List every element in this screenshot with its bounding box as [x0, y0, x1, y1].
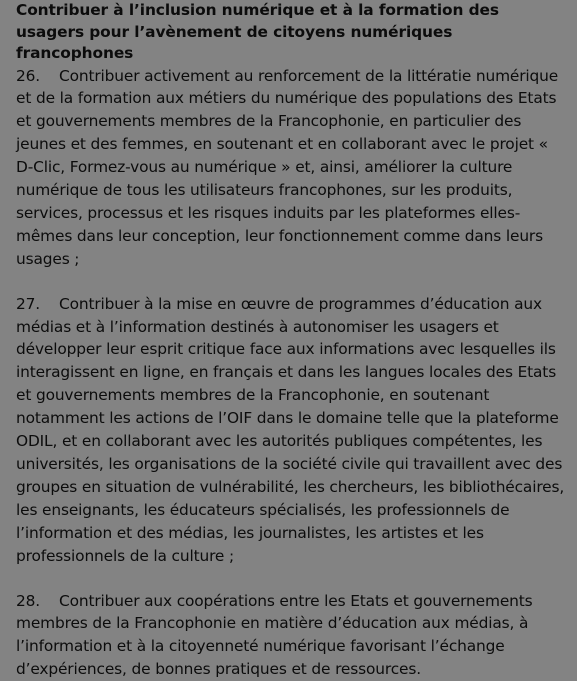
- paragraph-28: [16, 590, 569, 681]
- paragraph-number: 26.: [16, 66, 41, 85]
- paragraph-number: 28.: [16, 591, 41, 610]
- section-heading: Contribuer à l’inclusion numérique et à la formation des usagers pour l’avènement de citoyens numériques francophones: [16, 1, 499, 62]
- paragraph-text: Contribuer aux coopérations entre les Etats et gouvernements membres de la Francophonie en matière d’éducation aux médias, à l’information et à la citoyenneté numérique favorisant l’échange d’expériences, de bonnes pratiques et de ressources.: [16, 591, 533, 679]
- paragraph-26: [16, 65, 569, 271]
- paragraph-27: [16, 293, 569, 568]
- paragraph-text: Contribuer à la mise en œuvre de programmes d’éducation aux médias et à l’information destinés à autonomiser les usagers et développer leur esprit critique face aux informations avec lesquelles ils interagissent en ligne, en français et dans les langues locales des Etats et gouvernements membres de la Francophonie, en soutenant notamment les actions de l’OIF dans le domaine telle que la plateforme ODIL, et en collaborant avec les autorités publiques compétentes, les universités, les organisations de la société civile qui travaillent avec des groupes en situation de vulnérabilité, les chercheurs, les bibliothécaires, les enseignants, les éducateurs spécialisés, les professionnels de l’information et des médias, les journalistes, les artistes et les professionnels de la culture ;: [16, 294, 565, 565]
- paragraph-text: Contribuer activement au renforcement de la littératie numérique et de la formation aux métiers du numérique des populations des Etats et gouvernements membres de la Francophonie, en particulier des jeunes et des femmes, en soutenant et en collaborant avec le projet « D-Clic, Formez-vous au numérique » et, ainsi, améliorer la culture numérique de tous les utilisateurs francophones, sur les produits, services, processus et les risques induits par les plateformes elles-mêmes dans leur conception, leur fonctionnement comme dans leurs usages ;: [16, 66, 559, 268]
- paragraph-number: 27.: [16, 294, 41, 313]
